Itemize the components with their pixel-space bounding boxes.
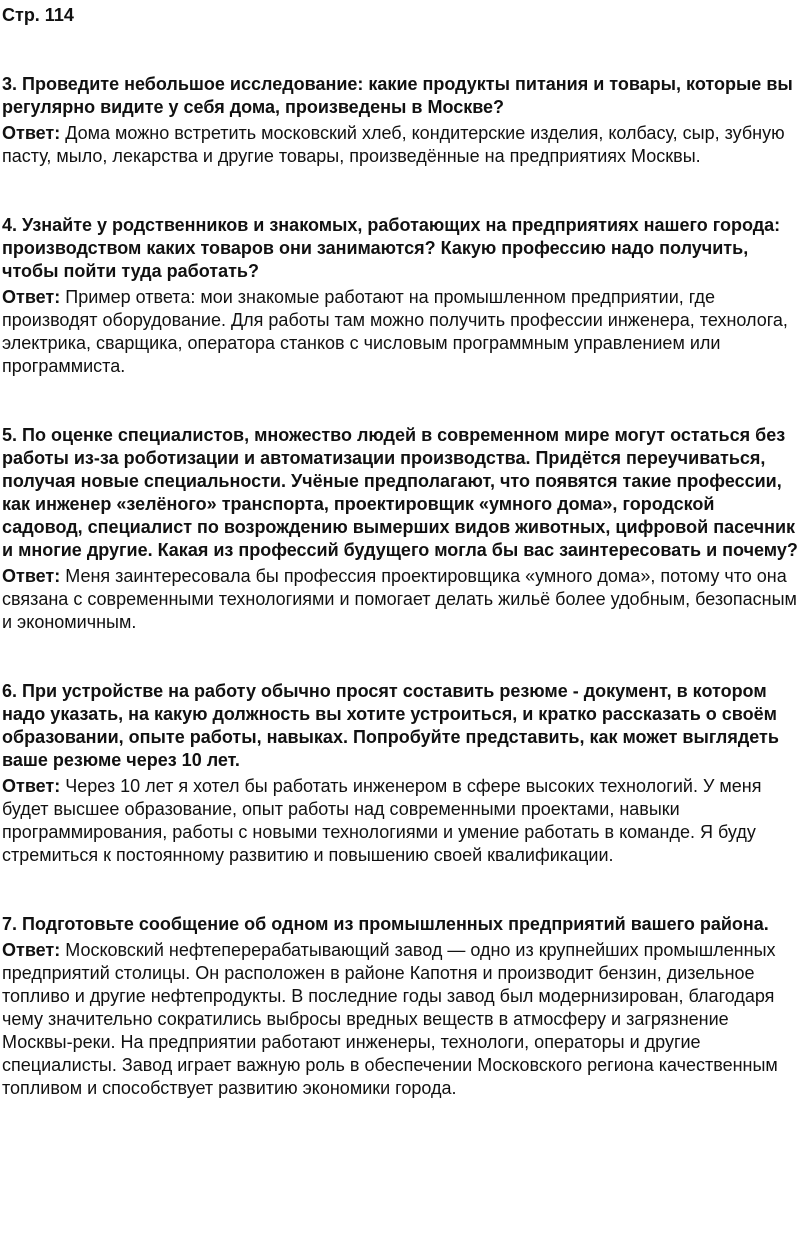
page-title: Стр. 114 <box>2 5 74 25</box>
task-answer <box>2 565 800 634</box>
answer-label: Ответ: <box>2 123 61 143</box>
answer-text: Московский нефтеперерабатывающий завод — одно из крупнейших промышленных предприятий столицы. Он расположен в районе Капотня и производит бензин, дизельное топливо и другие нефтепродукты. В последние годы завод был модернизирован, благодаря чему значительно сократились выбросы вредных веществ в атмосферу и загрязнение Москвы-реки. На предприятии работают инженеры, технологи, операторы и другие специалисты. Завод играет важную роль в обеспечении Московского региона качественным топливом и способствует развитию экономики города. <box>2 940 778 1098</box>
task-3 <box>2 73 800 168</box>
answer-text: Пример ответа: мои знакомые работают на промышленном предприятии, где производят оборудование. Для работы там можно получить профессии инженера, технолога, электрика, сварщика, оператора станков с числовым программным управлением или программиста. <box>2 287 788 376</box>
task-6 <box>2 680 800 867</box>
task-4 <box>2 214 800 378</box>
task-question: 4. Узнайте у родственников и знакомых, работающих на предприятиях нашего города: производством каких товаров они занимаются? Какую профессию надо получить, чтобы пойти туда работать? <box>2 215 781 281</box>
task-answer <box>2 286 800 378</box>
answer-text: Меня заинтересовала бы профессия проектировщика «умного дома», потому что она связана с современными технологиями и помогает делать жильё более удобным, безопасным и экономичным. <box>2 566 797 632</box>
task-5 <box>2 424 800 634</box>
task-answer <box>2 122 800 168</box>
task-question: 7. Подготовьте сообщение об одном из промышленных предприятий вашего района. <box>2 914 769 934</box>
task-answer <box>2 775 800 867</box>
task-answer <box>2 939 800 1100</box>
answer-label: Ответ: <box>2 287 61 307</box>
task-question: 6. При устройстве на работу обычно просят составить резюме - документ, в котором надо указать, на какую должность вы хотите устроиться, и кратко рассказать о своём образовании, опыте работы, навыках. Попробуйте представить, как может выглядеть ваше резюме через 10 лет. <box>2 681 779 770</box>
answer-text: Через 10 лет я хотел бы работать инженером в сфере высоких технологий. У меня будет высшее образование, опыт работы над современными проектами, навыки программирования, работы с новыми технологиями и умение работать в команде. Я буду стремиться к постоянному развитию и повышению своей квалификации. <box>2 776 762 865</box>
answer-text: Дома можно встретить московский хлеб, кондитерские изделия, колбасу, сыр, зубную пасту, мыло, лекарства и другие товары, произведённые на предприятиях Москвы. <box>2 123 785 166</box>
task-question: 3. Проведите небольшое исследование: какие продукты питания и товары, которые вы регулярно видите у себя дома, произведены в Москве? <box>2 74 793 117</box>
task-question: 5. По оценке специалистов, множество людей в современном мире могут остаться без работы из-за роботизации и автоматизации производства. Придётся переучиваться, получая новые специальности. Учёные предполагают, что появятся такие профессии, как инженер «зелёного» транспорта, проектировщик «умного дома», городской садовод, специалист по возрождению вымерших видов животных, цифровой пасечник и многие другие. Какая из профессий будущего могла бы вас заинтересовать и почему? <box>2 425 798 560</box>
answer-label: Ответ: <box>2 566 61 586</box>
task-7 <box>2 913 800 1100</box>
answer-label: Ответ: <box>2 776 61 796</box>
answer-label: Ответ: <box>2 940 61 960</box>
